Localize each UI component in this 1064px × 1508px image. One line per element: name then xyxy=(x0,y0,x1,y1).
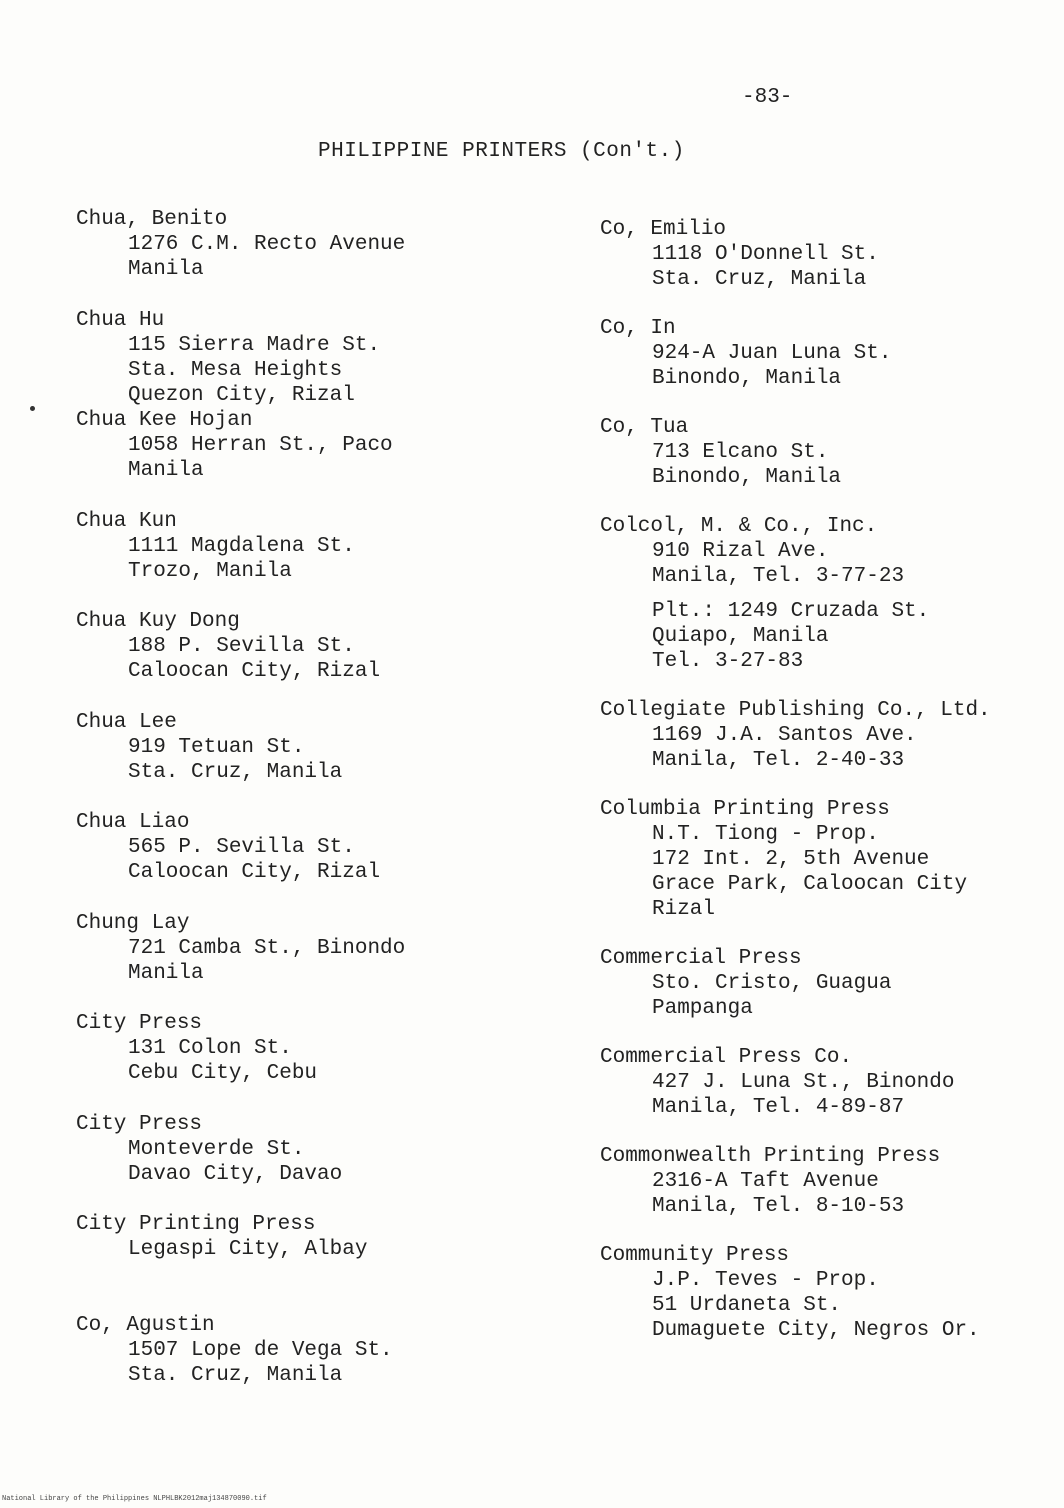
directory-entry xyxy=(600,946,1040,1021)
entry-name: Co, In xyxy=(600,317,676,340)
entry-address-line: Legaspi City, Albay xyxy=(128,1238,368,1261)
entry-address-line: Rizal xyxy=(652,898,716,921)
directory-entry xyxy=(600,316,1040,391)
entry-name: Commercial Press Co. xyxy=(600,1046,853,1069)
entry-address-line: 1276 C.M. Recto Avenue xyxy=(128,233,406,256)
directory-entry xyxy=(76,1313,516,1414)
directory-entry xyxy=(600,698,1040,773)
entry-address-line: Sta. Cruz, Manila xyxy=(128,1363,343,1387)
entry-address-line: 721 Camba St., Binondo xyxy=(128,936,406,960)
entry-name: Collegiate Publishing Co., Ltd. xyxy=(600,699,991,722)
entry-name: City Press xyxy=(76,1012,203,1035)
directory-entry xyxy=(76,1212,516,1313)
directory-entry xyxy=(76,408,516,509)
entry-address-line: 1058 Herran St., Paco xyxy=(128,434,393,457)
entry-name: Columbia Printing Press xyxy=(600,798,890,821)
entry-address-line: Sto. Cristo, Guagua xyxy=(652,972,892,995)
entry-name: Chua Kun xyxy=(76,509,177,533)
entry-address-line: 924-A Juan Luna St. xyxy=(652,342,892,365)
directory-entry xyxy=(76,1112,516,1213)
directory-entry xyxy=(600,217,1040,292)
entry-address-line: Davao City, Davao xyxy=(128,1162,343,1186)
entry-name: Commonwealth Printing Press xyxy=(600,1145,941,1168)
entry-name: Chua Kee Hojan xyxy=(76,409,253,432)
entry-address-line: Dumaguete City, Negros Or. xyxy=(652,1319,980,1342)
entry-address-line: Cebu City, Cebu xyxy=(128,1062,318,1085)
directory-entry xyxy=(76,710,516,811)
entry-address-line: Grace Park, Caloocan City xyxy=(652,873,968,896)
entry-address-line: Pampanga xyxy=(652,997,753,1020)
entry-address-line: 1169 J.A. Santos Ave. xyxy=(652,724,917,747)
entry-address-line: Manila xyxy=(128,459,204,482)
entry-name: Chua Hu xyxy=(76,308,165,332)
entry-name: Commercial Press xyxy=(600,947,802,970)
directory-entry xyxy=(76,308,516,409)
entry-address-line: 1507 Lope de Vega St. xyxy=(128,1338,393,1362)
page-number: -83- xyxy=(742,86,793,109)
entry-plant-line: Quiapo, Manila xyxy=(652,625,829,648)
entry-address-line: Manila, Tel. 2-40-33 xyxy=(652,749,905,772)
entry-address-line: Sta. Cruz, Manila xyxy=(652,268,867,291)
entry-address-line: 427 J. Luna St., Binondo xyxy=(652,1071,955,1094)
entry-address-line: 172 Int. 2, 5th Avenue xyxy=(652,848,930,871)
entry-address-line: Manila, Tel. 8-10-53 xyxy=(652,1195,905,1218)
entry-address-line: Manila, Tel. 4-89-87 xyxy=(652,1096,905,1119)
left-column xyxy=(76,207,516,1413)
entry-address-line: 919 Tetuan St. xyxy=(128,735,305,759)
margin-dot xyxy=(30,406,35,411)
directory-entry xyxy=(76,509,516,610)
entry-address-line: Manila, Tel. 3-77-23 xyxy=(652,565,905,588)
entry-address-line: 1118 O'Donnell St. xyxy=(652,243,879,266)
entry-address-line: Binondo, Manila xyxy=(652,367,842,390)
entry-name: City Press xyxy=(76,1112,203,1136)
entry-address-line: Manila xyxy=(128,961,204,985)
entry-name: Community Press xyxy=(600,1244,790,1267)
entry-address-line: J.P. Teves - Prop. xyxy=(652,1269,879,1292)
entry-address-line: Caloocan City, Rizal xyxy=(128,660,381,683)
directory-entry xyxy=(76,810,516,911)
entry-name: Chua Lee xyxy=(76,710,177,734)
entry-address-line: 565 P. Sevilla St. xyxy=(128,836,355,859)
directory-entry xyxy=(76,1011,516,1112)
directory-entry xyxy=(76,911,516,1012)
entry-address-line: 910 Rizal Ave. xyxy=(652,540,829,563)
footer-caption: National Library of the Philippines NLPHLBK2012maj134870090.tif xyxy=(2,1495,267,1503)
entry-address-line: 188 P. Sevilla St. xyxy=(128,635,355,658)
right-column xyxy=(600,217,1040,1343)
entry-address-line: 713 Elcano St. xyxy=(652,441,829,464)
entry-address-line: Sta. Mesa Heights xyxy=(128,358,343,382)
entry-address-line: 1111 Magdalena St. xyxy=(128,534,355,558)
entry-address-line: Monteverde St. xyxy=(128,1137,305,1161)
entry-address-line: N.T. Tiong - Prop. xyxy=(652,823,879,846)
entry-name: Chua Liao xyxy=(76,811,190,834)
entry-name: Chua, Benito xyxy=(76,208,228,231)
directory-entry xyxy=(600,514,1040,674)
entry-address-line: 115 Sierra Madre St. xyxy=(128,333,381,357)
entry-address-line: 2316-A Taft Avenue xyxy=(652,1170,879,1193)
entry-name: Chung Lay xyxy=(76,911,190,935)
entry-address-line: Trozo, Manila xyxy=(128,559,292,583)
entry-plant-line: Tel. 3-27-83 xyxy=(652,650,804,673)
directory-entry xyxy=(600,797,1040,922)
entry-address-line: Binondo, Manila xyxy=(652,466,842,489)
entry-name: Co, Emilio xyxy=(600,218,727,241)
entry-name: Colcol, M. & Co., Inc. xyxy=(600,515,878,538)
entry-address-line: Caloocan City, Rizal xyxy=(128,861,381,884)
entry-address-line: Sta. Cruz, Manila xyxy=(128,760,343,784)
directory-entry xyxy=(600,415,1040,490)
entry-name: Co, Tua xyxy=(600,416,689,439)
directory-entry xyxy=(600,1144,1040,1219)
entry-plant-line: Plt.: 1249 Cruzada St. xyxy=(652,600,930,623)
entry-address-line: Manila xyxy=(128,258,204,281)
entry-address-line: 131 Colon St. xyxy=(128,1037,292,1060)
entry-name: Co, Agustin xyxy=(76,1313,215,1337)
directory-entry xyxy=(76,609,516,710)
entry-name: Chua Kuy Dong xyxy=(76,610,240,633)
entry-name: City Printing Press xyxy=(76,1213,316,1236)
page-title: PHILIPPINE PRINTERS (Con't.) xyxy=(318,140,685,163)
entry-address-line: 51 Urdaneta St. xyxy=(652,1294,842,1317)
entry-address-line: Quezon City, Rizal xyxy=(128,383,355,407)
directory-entry xyxy=(600,1045,1040,1120)
directory-entry xyxy=(76,207,516,308)
directory-entry xyxy=(600,1243,1040,1343)
